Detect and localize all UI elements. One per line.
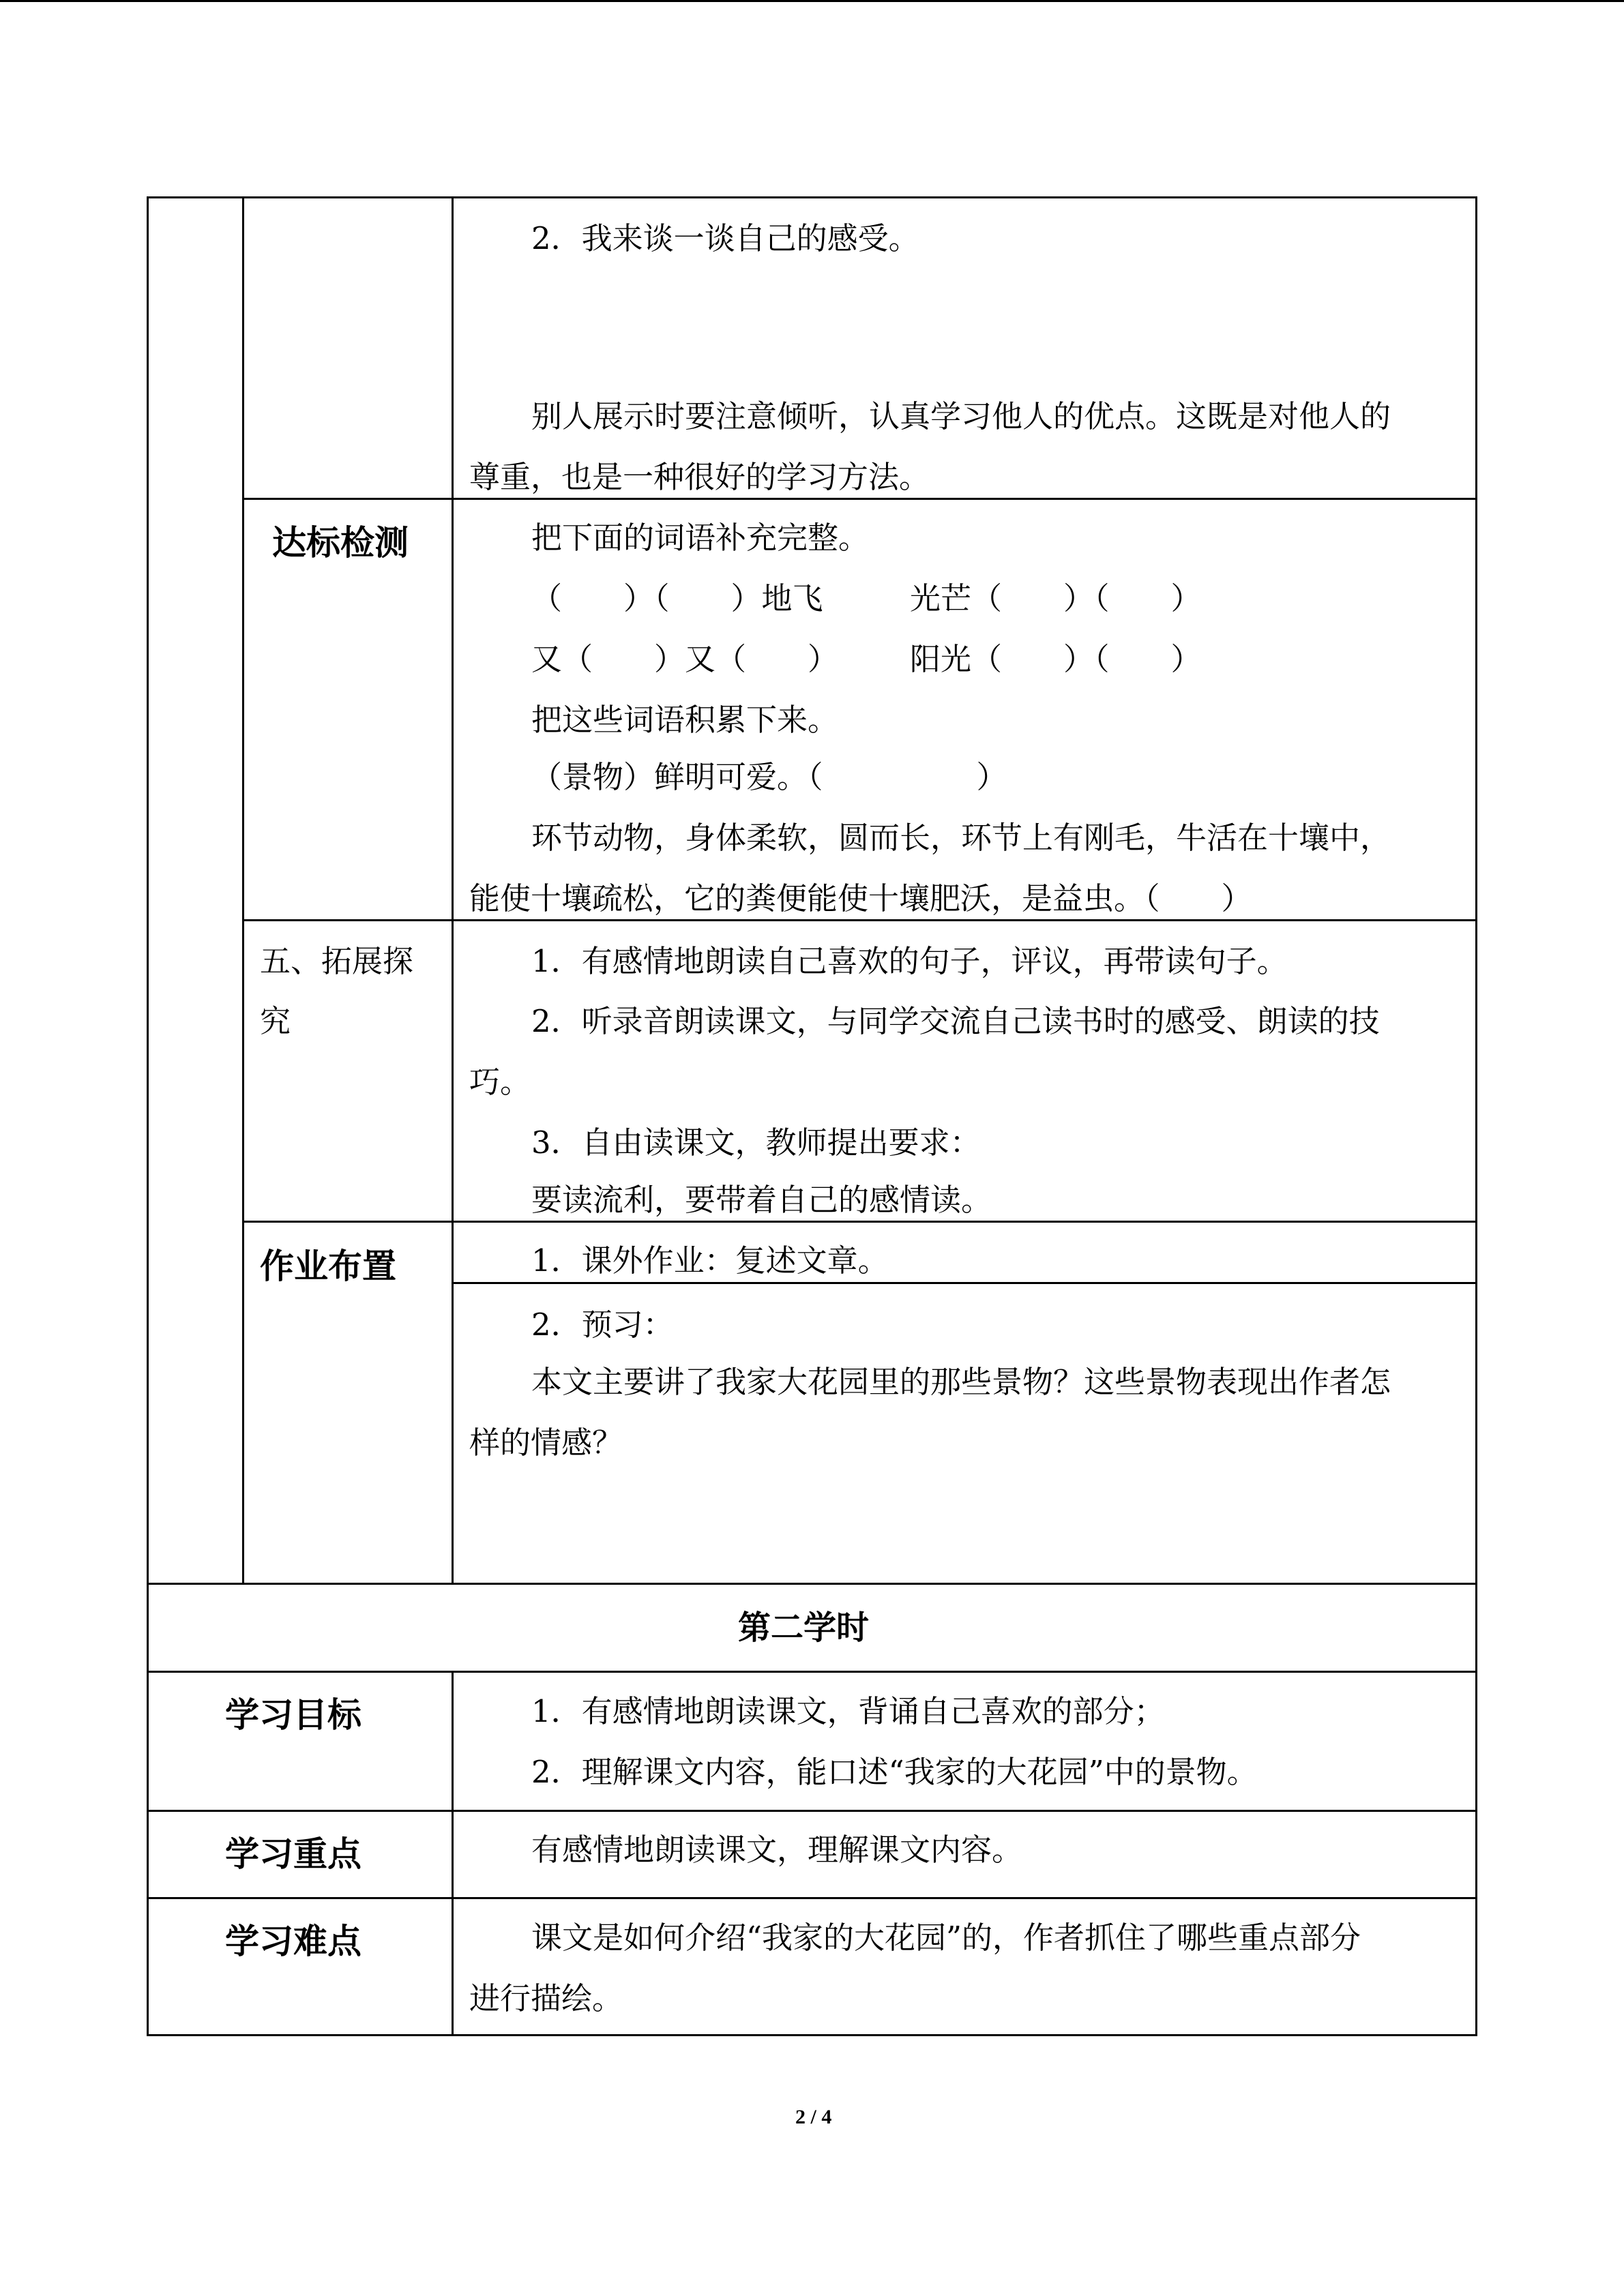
check-line-7: 能使十壤疏松，它的粪便能使十壤肥沃，是益虫。（ ） — [469, 880, 1252, 916]
column-divider — [452, 1671, 454, 2036]
extend-line-3: 巧。 — [469, 1064, 531, 1100]
row-divider — [243, 1221, 1477, 1223]
extend-line-2: 2．听录音朗读课文，与同学交流自己读书时的感受、朗读的技 — [531, 1003, 1380, 1039]
row-divider — [453, 1282, 1477, 1284]
extend-line-5: 要读流利，要带着自己的感情读。 — [531, 1182, 992, 1218]
difficulty-label: 学习难点 — [225, 1922, 361, 1961]
check-line-2a: （ ）（ ）地飞 — [531, 580, 823, 616]
row-divider — [147, 1810, 1477, 1812]
extend-label-line-2: 究 — [260, 1003, 291, 1039]
extend-line-4: 3．自由读课文，教师提出要求： — [531, 1124, 981, 1161]
check-line-5: （景物）鲜明可爱。（ ） — [531, 759, 1007, 795]
focus-label: 学习重点 — [225, 1834, 361, 1874]
page-top-edge — [0, 0, 1624, 2]
difficulty-line-2: 进行描绘。 — [469, 1980, 623, 2016]
talk-line-1: 2．我来谈一谈自己的感受。 — [531, 220, 919, 256]
talk-paragraph-line-2: 尊重，也是一种很好的学习方法。 — [469, 459, 930, 495]
row-divider — [147, 1897, 1477, 1899]
check-line-3b: 阳光（ ）（ ） — [910, 641, 1202, 677]
check-line-1: 把下面的词语补充完整。 — [531, 520, 870, 556]
column-divider — [452, 196, 454, 1583]
check-line-4: 把这些词语积累下来。 — [531, 702, 839, 738]
section-title: 第二学时 — [738, 1609, 870, 1647]
row-divider — [147, 1583, 1477, 1585]
homework-label: 作业布置 — [260, 1247, 396, 1286]
goals-line-2: 2．理解课文内容，能口述“我家的大花园”中的景物。 — [531, 1754, 1258, 1790]
homework-line-4: 样的情感？ — [469, 1425, 623, 1461]
row-divider — [147, 1671, 1477, 1673]
goals-line-1: 1．有感情地朗读课文，背诵自己喜欢的部分； — [531, 1693, 1165, 1729]
focus-line-1: 有感情地朗读课文，理解课文内容。 — [531, 1832, 1023, 1868]
check-line-3a: 又（ ）又（ ） — [531, 641, 839, 677]
table-border-top — [147, 196, 1477, 198]
check-label: 达标检测 — [272, 523, 409, 563]
extend-label-line-1: 五、拓展探 — [260, 943, 414, 979]
homework-line-2: 2．预习： — [531, 1307, 674, 1343]
page-number: 2 / 4 — [795, 2106, 832, 2128]
row-divider — [243, 919, 1477, 921]
homework-line-1: 1．课外作业：复述文章。 — [531, 1242, 889, 1279]
goals-label: 学习目标 — [225, 1695, 361, 1735]
talk-paragraph-line-1: 别人展示时要注意倾听，认真学习他人的优点。这既是对他人的 — [531, 398, 1391, 434]
extend-line-1: 1．有感情地朗读自己喜欢的句子，评议，再带读句子。 — [531, 943, 1288, 979]
homework-line-3: 本文主要讲了我家大花园里的那些景物？这些景物表现出作者怎 — [531, 1364, 1391, 1400]
check-line-6: 环节动物，身体柔软，圆而长，环节上有刚毛，牛活在十壤中， — [531, 820, 1391, 856]
table-border-bottom — [147, 2034, 1477, 2036]
row-divider — [243, 498, 1477, 500]
table-border-right — [1475, 196, 1477, 2036]
table-border-left — [147, 196, 149, 2036]
column-divider — [242, 196, 244, 1583]
check-line-2b: 光芒（ ）（ ） — [910, 580, 1202, 616]
difficulty-line-1: 课文是如何介绍“我家的大花园”的，作者抓住了哪些重点部分 — [531, 1920, 1361, 1956]
